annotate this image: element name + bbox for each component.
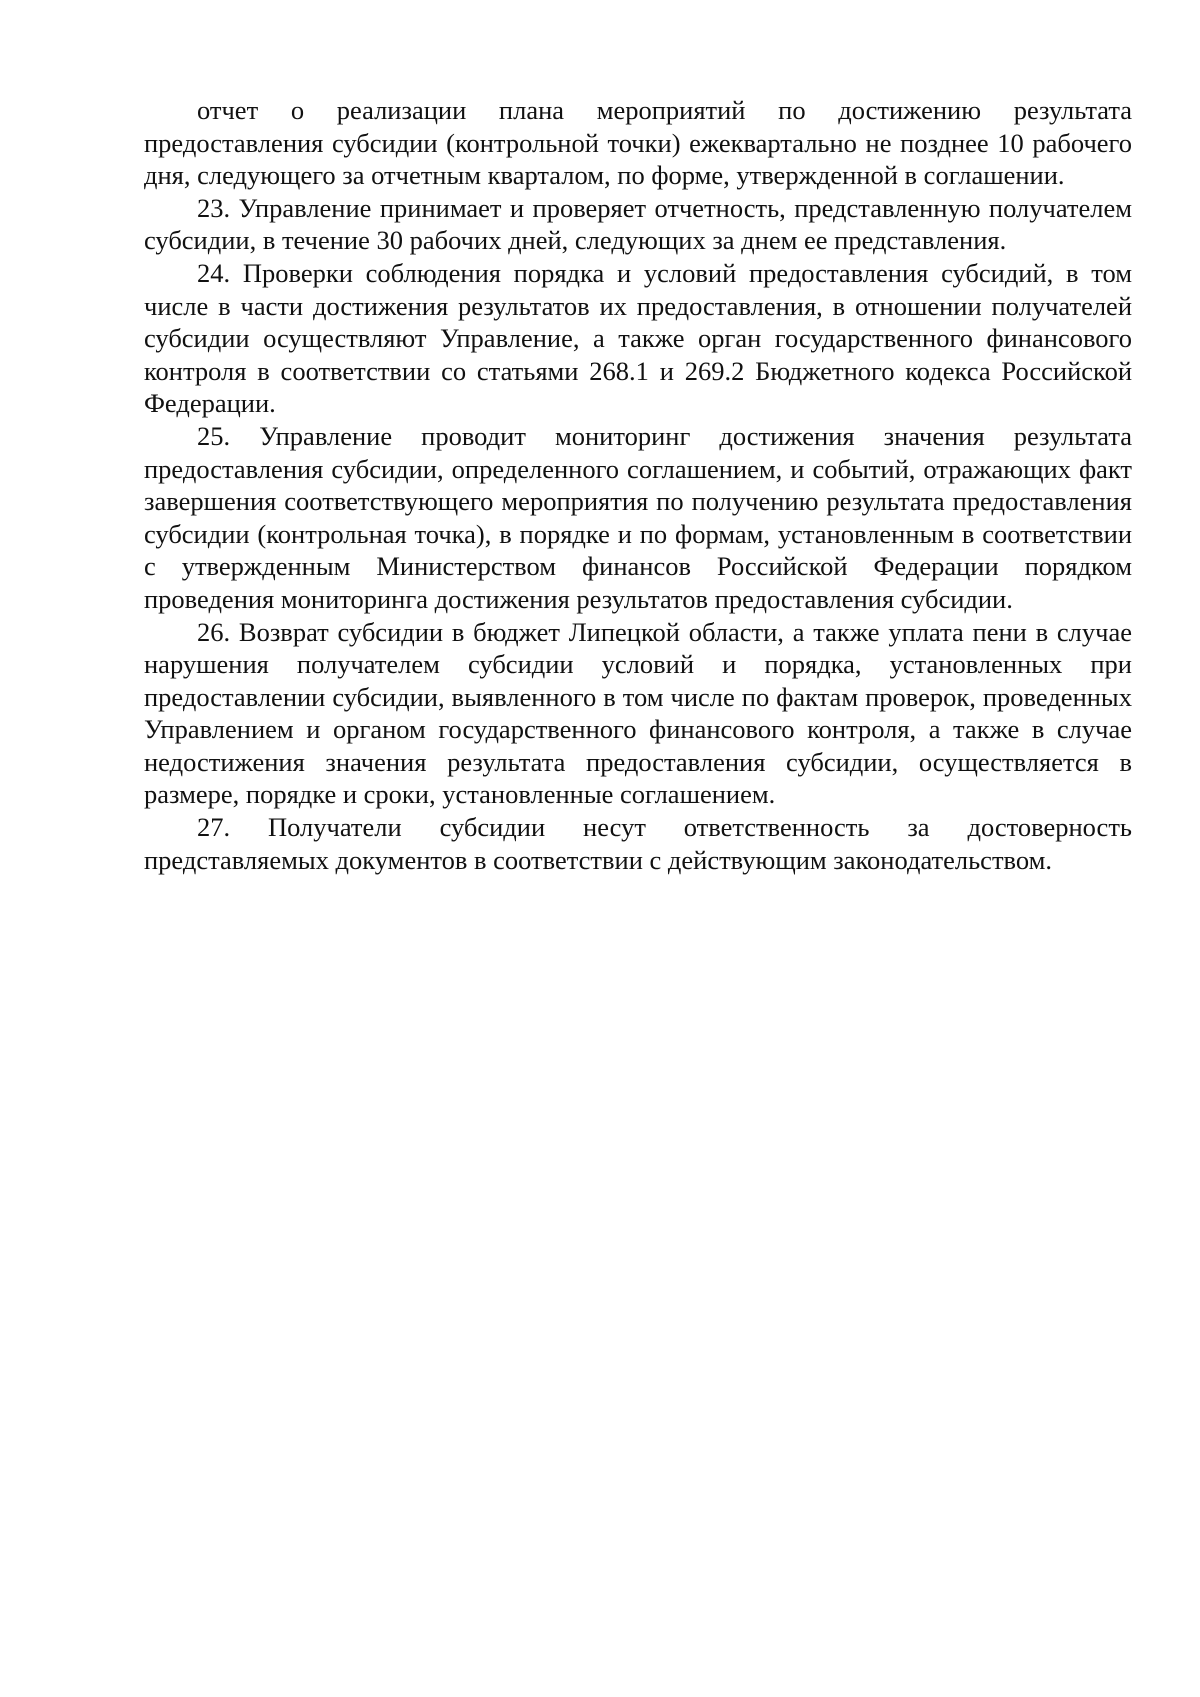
paragraph-23: 23. Управление принимает и проверяет отчетность, представленную получателем субсидии, в течение 30 рабочих дней, следующих за днем ее представления. [144, 192, 1132, 256]
paragraph-report-continuation: отчет о реализации плана мероприятий по достижению результата предоставления субсидии (контрольной точки) ежеквартально не позднее 10 рабочего дня, следующего за отчетным кварталом, по форме, утвержденной в соглашении. [144, 95, 1132, 191]
paragraph-27: 27. Получатели субсидии несут ответственность за достоверность представляемых документов в соответствии с действующим законодательством. [144, 812, 1132, 875]
paragraph-24: 24. Проверки соблюдения порядка и условий предоставления субсидий, в том числе в части достижения результатов их предоставления, в отношении получателей субсидии осуществляют Управление, а также орган государственного финансового контроля в соответствии со статьями 268.1 и 269.2 Бюджетного кодекса Российской Федерации. [144, 257, 1132, 419]
document-body [144, 94, 1132, 876]
paragraph-26: 26. Возврат субсидии в бюджет Липецкой области, а также уплата пени в случае нарушения получателем субсидии условий и порядка, установленных при предоставлении субсидии, выявленного в том числе по фактам проверок, проведенных Управлением и органом государственного финансового контроля, а также в случае недостижения значения результата предоставления субсидии, осуществляется в размере, порядке и сроки, установленные соглашением. [144, 616, 1132, 810]
paragraph-25: 25. Управление проводит мониторинг достижения значения результата предоставления субсидии, определенного соглашением, и событий, отражающих факт завершения соответствующего мероприятия по получению результата предоставления субсидии (контрольная точка), в порядке и по формам, установленным в соответствии с утвержденным Министерством финансов Российской Федерации порядком проведения мониторинга достижения результатов предоставления субсидии. [144, 420, 1132, 614]
